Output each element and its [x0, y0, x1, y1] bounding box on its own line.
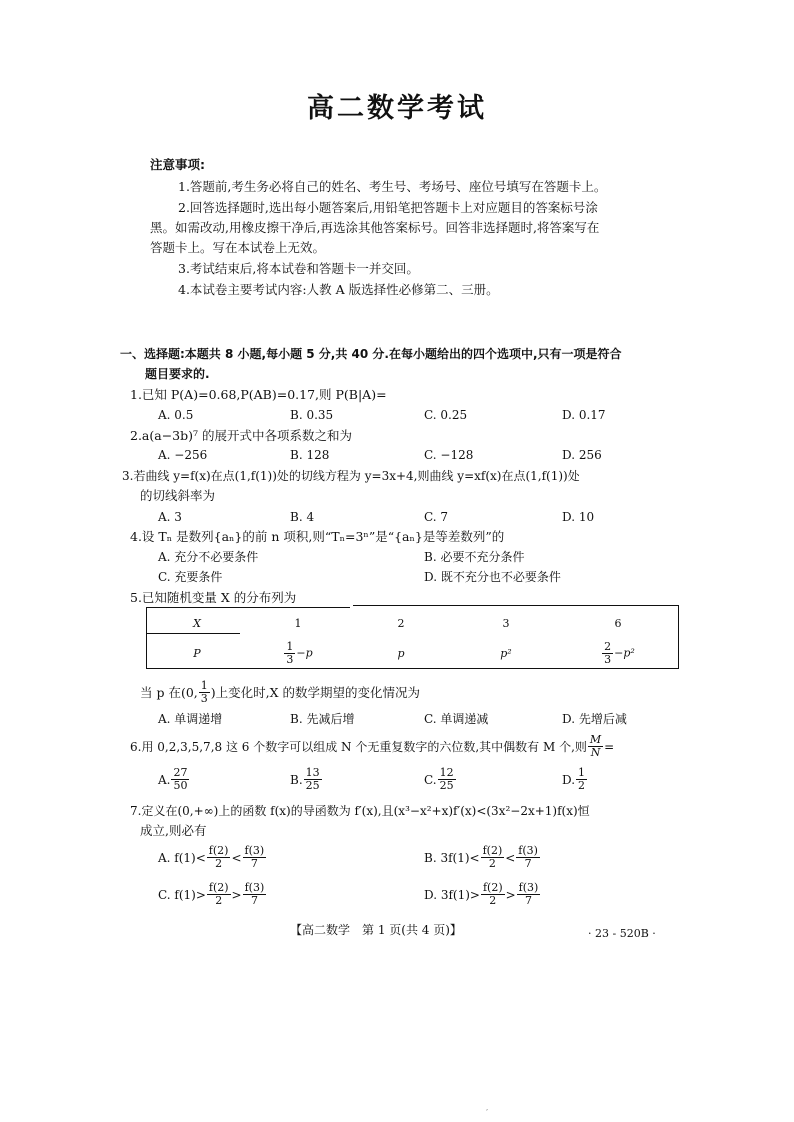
- question-5-option-a: A. 单调递增: [158, 712, 223, 726]
- table-header-p: P: [193, 646, 201, 660]
- table-p-6: [558, 638, 678, 668]
- question-6-option-a: [158, 767, 190, 792]
- question-4-option-c: C. 充要条件: [158, 570, 223, 584]
- fraction-denominator: 2: [215, 857, 223, 870]
- option-label: D.: [562, 772, 576, 787]
- fraction-numerator: f(3): [518, 844, 538, 857]
- question-2-stem: 2.a(a−3b)⁷ 的展开式中各项系数之和为: [130, 428, 352, 443]
- notice-line-5: 3.考试结束后,将本试卷和答题卡一并交回。: [178, 261, 419, 276]
- table-p-2: p: [397, 646, 405, 660]
- notice-heading: 注意事项:: [150, 157, 205, 172]
- fraction-numerator: 1: [200, 679, 208, 692]
- fraction-one-third-inline: [199, 680, 210, 705]
- table-x-1: 1: [294, 616, 302, 630]
- question-4-option-b: B. 必要不充分条件: [424, 550, 525, 564]
- table-x-6: 6: [614, 616, 622, 630]
- distribution-table: [146, 608, 678, 668]
- fraction-numerator: 12: [439, 766, 454, 779]
- table-top-rule-right: [353, 605, 679, 606]
- question-3-option-a: A. 3: [158, 510, 182, 524]
- fraction-numerator: f(2): [482, 881, 503, 894]
- option-fraction: [171, 767, 189, 792]
- fraction-denominator: 7: [525, 894, 532, 907]
- question-3-option-c: C. 7: [424, 510, 449, 524]
- fraction-denominator: 2: [489, 894, 497, 907]
- question-3-stem: 3.若曲线 y=f(x)在点(1,f(1))处的切线方程为 y=3x+4,则曲线 y=xf(x)在点(1,f(1))处: [122, 469, 580, 483]
- fraction-denominator: 7: [250, 857, 258, 870]
- fraction-two-thirds: [602, 641, 613, 666]
- fraction-numerator: 13: [305, 766, 320, 779]
- fraction-denominator: 25: [439, 779, 454, 792]
- fraction-denominator: 3: [200, 692, 208, 705]
- fraction-denominator: 2: [215, 894, 223, 907]
- option-fraction: [516, 845, 540, 870]
- question-4-option-d: D. 既不充分也不必要条件: [424, 570, 561, 584]
- exam-code: · 23 - 520B ·: [588, 927, 656, 940]
- fraction-numerator: 27: [173, 766, 188, 779]
- question-7-option-b: [424, 845, 541, 870]
- question-3-option-b: B. 4: [290, 510, 315, 524]
- question-3-option-d: D. 10: [562, 510, 595, 524]
- fraction-numerator: 1: [578, 766, 586, 779]
- option-prefix: D. 3f(1)>: [424, 887, 480, 902]
- question-2-option-b: B. 128: [290, 448, 330, 462]
- question-6-stem-text: 6.用 0,2,3,5,7,8 这 6 个数字可以组成 N 个无重复数字的六位数,其中偶数有 M 个,则: [130, 739, 587, 754]
- question-6-option-b: [290, 767, 323, 792]
- question-5-followup-post: )上变化时,X 的数学期望的变化情况为: [210, 684, 420, 700]
- fraction-denominator: 25: [305, 779, 320, 792]
- option-fraction: [481, 845, 505, 870]
- scan-mark: ’: [486, 1109, 488, 1116]
- table-p-1-tail: −p: [296, 646, 313, 659]
- option-prefix: C. f(1)>: [158, 887, 206, 902]
- question-7-option-c: [158, 882, 267, 907]
- question-1-stem: 1.已知 P(A)=0.68,P(AB)=0.17,则 P(B|A)=: [130, 387, 387, 402]
- table-p-6-tail: −p²: [614, 646, 635, 659]
- fraction-denominator: 7: [250, 894, 258, 907]
- question-5-stem: 5.已知随机变量 X 的分布列为: [130, 590, 297, 605]
- option-label: B.: [290, 772, 303, 787]
- option-fraction: [576, 767, 587, 792]
- table-p-1: [248, 638, 348, 668]
- notice-line-6: 4.本试卷主要考试内容:人教 A 版选择性必修第二、三册。: [178, 282, 499, 297]
- question-6-option-c: [424, 767, 457, 792]
- notice-line-2: 2.回答选择题时,选出每小题答案后,用铅笔把答题卡上对应题目的答案标号涂: [178, 200, 598, 215]
- fraction-denominator: N: [590, 746, 601, 759]
- option-operator: >: [505, 887, 516, 902]
- option-fraction: [243, 845, 267, 870]
- fraction-numerator: 2: [604, 639, 612, 653]
- notice-line-1: 1.答题前,考生务必将自己的姓名、考生号、考场号、座位号填写在答题卡上。: [178, 179, 607, 194]
- option-label: C.: [424, 772, 437, 787]
- section-heading: 一、选择题:本题共 8 小题,每小题 5 分,共 40 分.在每小题给出的四个选项中,只有一项是符合: [120, 347, 622, 361]
- option-operator: <: [505, 850, 516, 865]
- option-fraction: [207, 882, 231, 907]
- fraction-numerator: f(3): [244, 881, 265, 894]
- fraction-numerator: f(2): [208, 881, 229, 894]
- option-prefix: B. 3f(1)<: [424, 850, 480, 865]
- question-1-option-a: A. 0.5: [158, 408, 194, 422]
- option-prefix: A. f(1)<: [158, 850, 206, 865]
- option-fraction: [438, 767, 456, 792]
- question-7-stem-cont: 成立,则必有: [140, 823, 207, 838]
- notice-line-3: 黑。如需改动,用橡皮擦干净后,再选涂其他答案标号。回答非选择题时,将答案写在: [150, 220, 600, 235]
- section-heading-cont: 题目要求的.: [145, 367, 210, 381]
- page-footer: 【高二数学 第 1 页(共 4 页)】: [290, 923, 462, 937]
- fraction-one-third: [284, 641, 295, 666]
- question-4-stem: 4.设 Tₙ 是数列{aₙ}的前 n 项积,则“Tₙ=3ⁿ”是“{aₙ}是等差数列”的: [130, 529, 505, 544]
- question-7-option-a: [158, 845, 267, 870]
- fraction-denominator: 2: [578, 779, 586, 792]
- question-2-option-d: D. 256: [562, 448, 602, 462]
- fraction-numerator: 1: [286, 639, 294, 653]
- table-p-3: p²: [500, 646, 512, 660]
- question-7-stem: 7.定义在(0,+∞)上的函数 f(x)的导函数为 f′(x),且(x³−x²+x)f′(x)<(3x²−2x+1)f(x)恒: [130, 804, 590, 818]
- table-x-2: 2: [397, 616, 405, 630]
- option-fraction: [517, 882, 541, 907]
- table-header-x: X: [193, 616, 201, 630]
- option-fraction: [481, 882, 505, 907]
- question-1-option-d: D. 0.17: [562, 408, 606, 422]
- fraction-numerator: f(3): [518, 881, 539, 894]
- fraction-m-over-n: [588, 734, 603, 759]
- question-7-option-d: [424, 882, 541, 907]
- fraction-numerator: f(3): [244, 844, 265, 857]
- question-2-option-a: A. −256: [158, 448, 208, 462]
- option-fraction: [304, 767, 322, 792]
- option-fraction: [207, 845, 231, 870]
- table-right-border: [678, 605, 679, 668]
- fraction-denominator: 7: [524, 857, 532, 870]
- question-4-option-a: A. 充分不必要条件: [158, 550, 259, 564]
- question-1-option-b: B. 0.35: [290, 408, 334, 422]
- notice-line-4: 答题卡上。写在本试卷上无效。: [150, 240, 326, 255]
- question-5-option-c: C. 单调递减: [424, 712, 489, 726]
- option-operator: >: [231, 887, 242, 902]
- fraction-numerator: f(2): [482, 844, 503, 857]
- fraction-denominator: 50: [173, 779, 188, 792]
- fraction-numerator: M: [589, 733, 602, 746]
- question-3-stem-cont: 的切线斜率为: [140, 488, 216, 503]
- fraction-numerator: f(2): [208, 844, 229, 857]
- question-5-followup: [140, 680, 420, 705]
- table-bottom-rule: [146, 668, 679, 669]
- question-6-option-d: [562, 767, 588, 792]
- question-1-option-c: C. 0.25: [424, 408, 468, 422]
- question-5-followup-pre: 当 p 在(0,: [140, 684, 198, 700]
- equals-sign: =: [604, 739, 615, 754]
- fraction-denominator: 3: [604, 652, 612, 666]
- page-title: 高二数学考试: [307, 93, 487, 124]
- question-5-option-b: B. 先减后增: [290, 712, 355, 726]
- question-5-option-d: D. 先增后减: [562, 712, 627, 726]
- fraction-denominator: 3: [286, 652, 294, 666]
- question-2-option-c: C. −128: [424, 448, 474, 462]
- option-operator: <: [231, 850, 242, 865]
- fraction-denominator: 2: [488, 857, 496, 870]
- table-x-3: 3: [502, 616, 510, 630]
- question-6-stem: [130, 734, 614, 759]
- option-fraction: [243, 882, 267, 907]
- option-label: A.: [158, 772, 171, 787]
